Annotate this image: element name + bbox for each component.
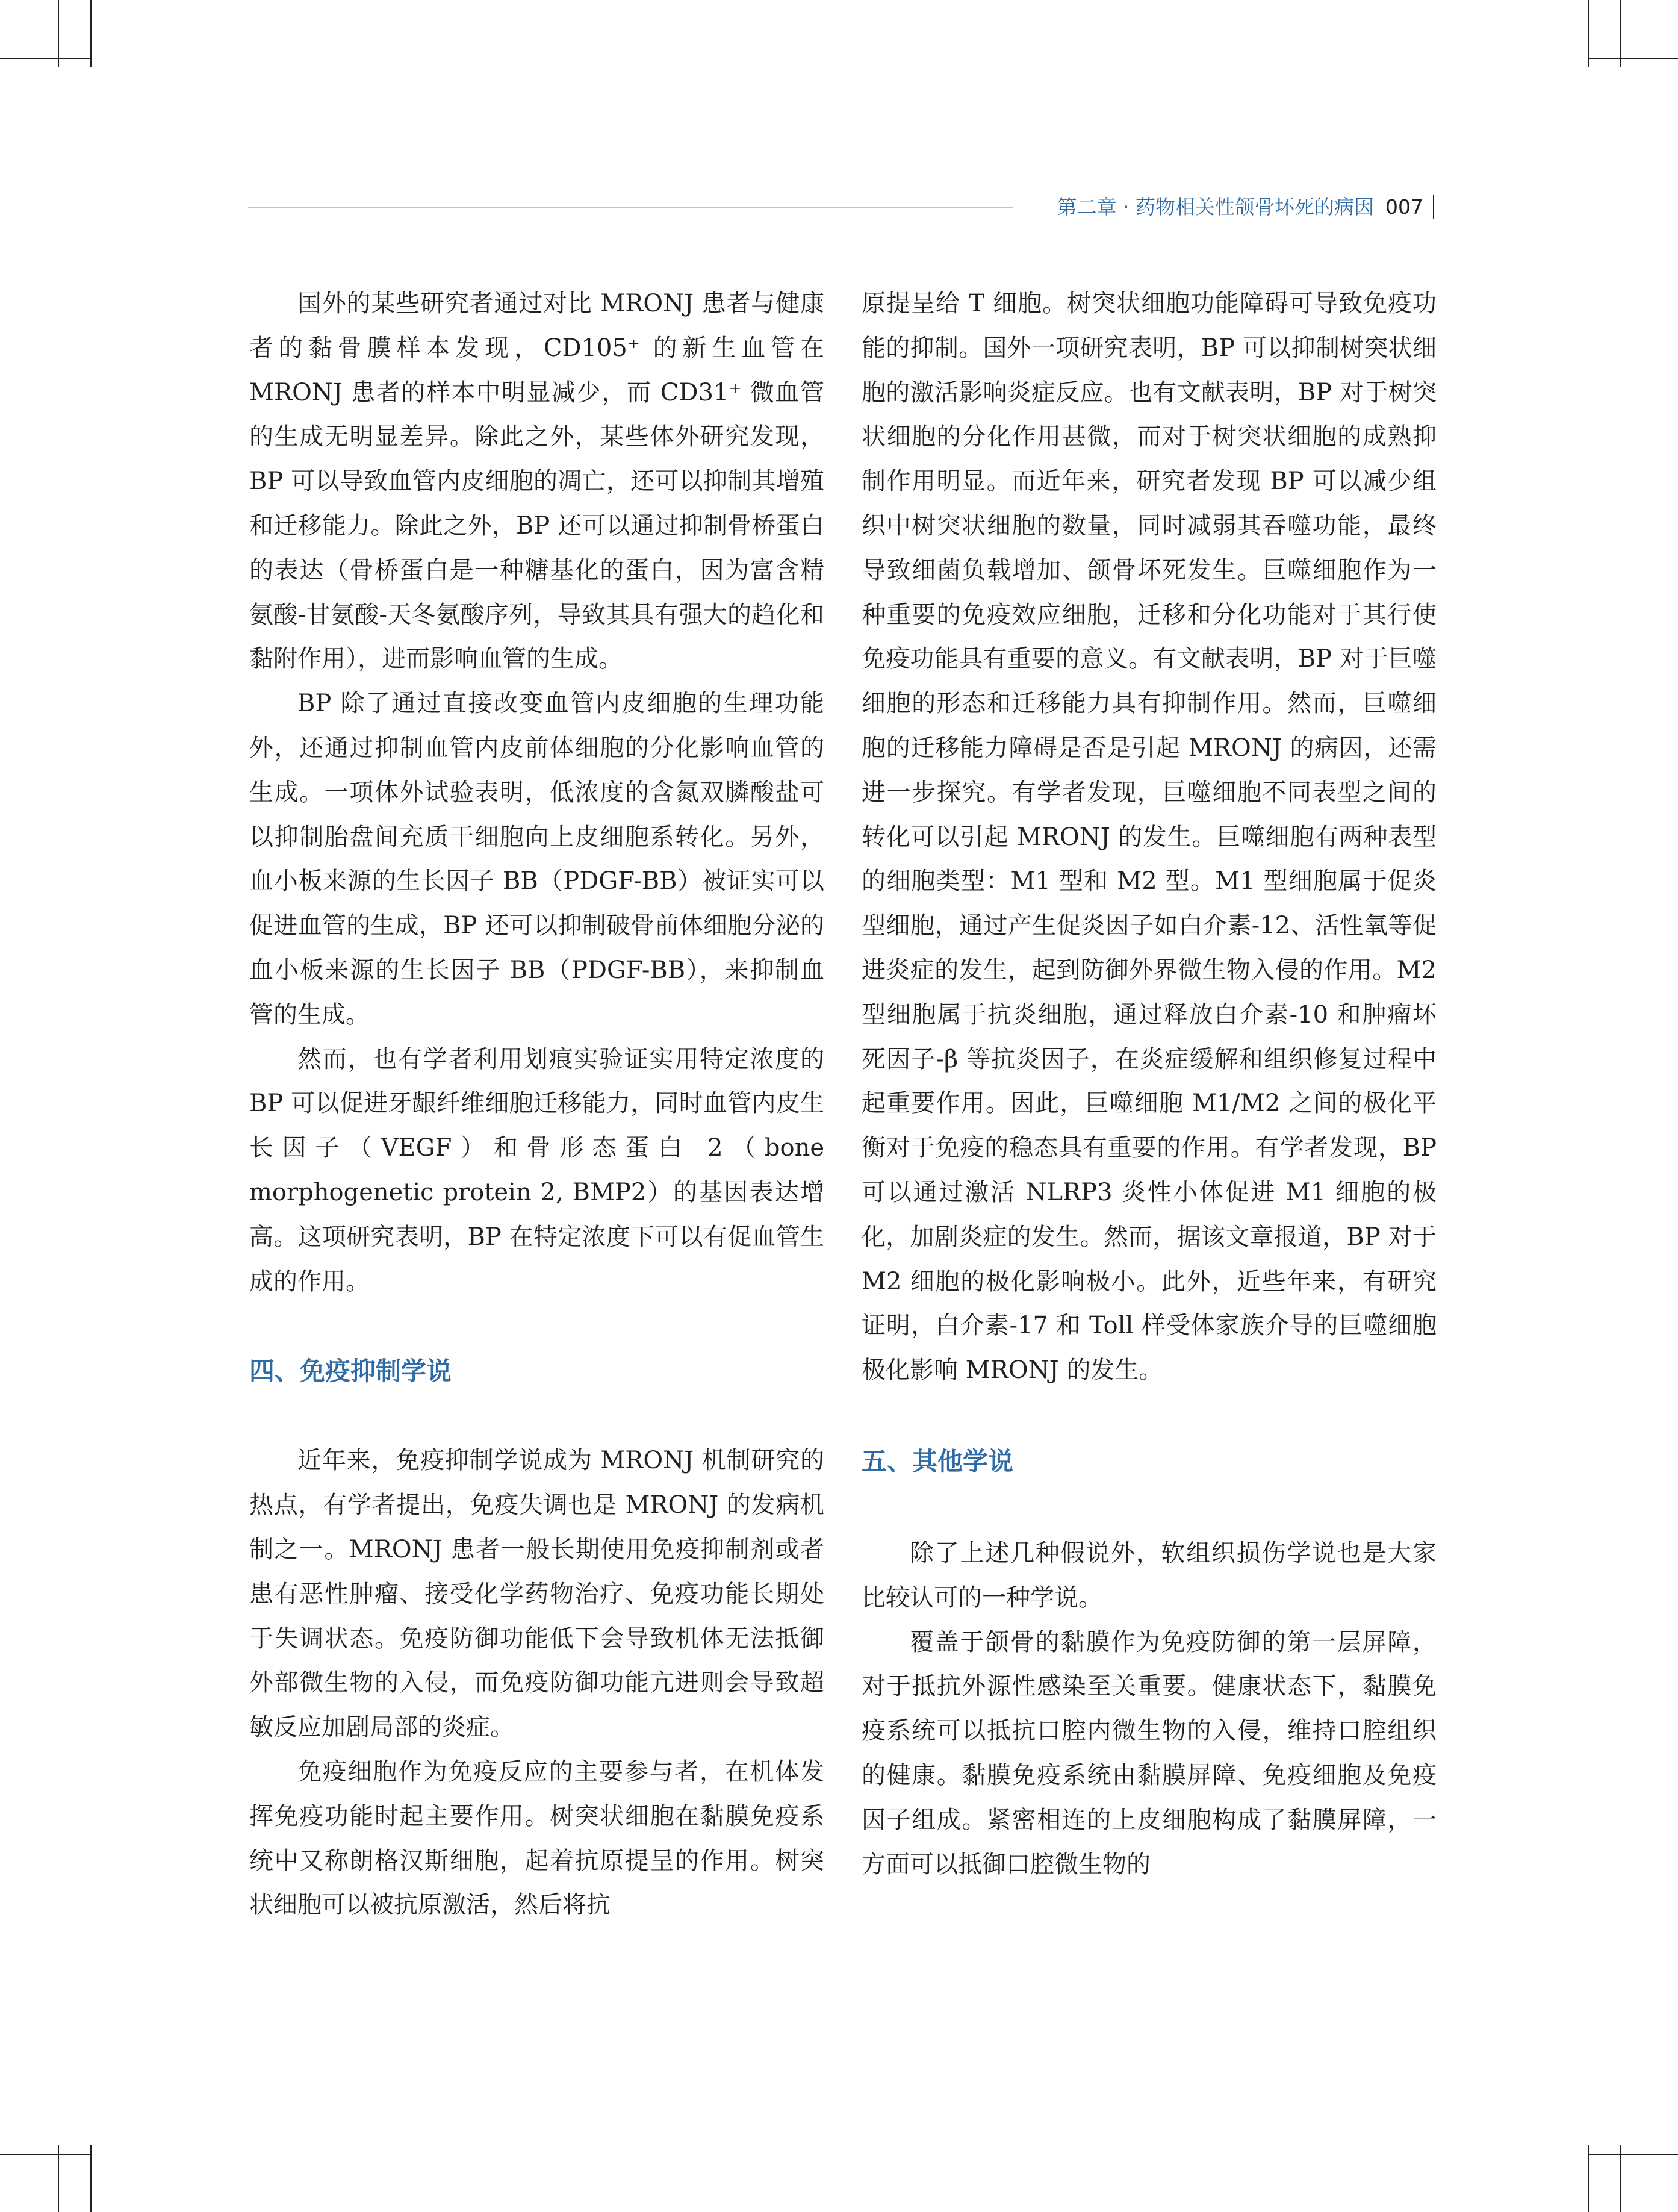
crop-mark [58, 2145, 59, 2212]
left-column [249, 282, 824, 1928]
crop-mark [1588, 2154, 1678, 2155]
paragraph: 免疫细胞作为免疫反应的主要参与者，在机体发挥免疫功能时起主要作用。树突状细胞在黏膜免疫系统中又称朗格汉斯细胞，起着抗原提呈的作用。树突状细胞可以被抗原激活，然后将抗 [249, 1757, 824, 1919]
crop-mark [90, 0, 92, 67]
chapter-title: 第二章 · 药物相关性颌骨坏死的病因 [1057, 195, 1374, 219]
crop-mark [1620, 0, 1621, 67]
running-header [248, 194, 1434, 218]
crop-mark [1588, 2145, 1589, 2212]
page-number: 007 [1385, 195, 1423, 219]
paragraph: 国外的某些研究者通过对比 MRONJ 患者与健康者的黏骨膜样本发现，CD105⁺ 的新生血管在 MRONJ 患者的样本中明显减少，而 CD31⁺ 微血管的生成无明显差异。除此之外，某些体外研究发现，BP 可以导致血管内皮细胞的凋亡，还可以抑制其增殖和迁移能力。除此之外，BP 还可以通过抑制骨桥蛋白的表达（骨桥蛋白是一种糖基化的蛋白，因为富含精氨酸-甘氨酸-天冬氨酸序列，导致其具有强大的趋化和黏附作用），进而影响血管的生成。 [249, 290, 824, 673]
paragraph-continued: 原提呈给 T 细胞。树突状细胞功能障碍可导致免疫功能的抑制。国外一项研究表明，BP 可以抑制树突状细胞的激活影响炎症反应。也有文献表明，BP 对于树突状细胞的分化作用甚微，而对于树突状细胞的成熟抑制作用明显。而近年来，研究者发现 BP 可以减少组织中树突状细胞的数量，同时减弱其吞噬功能，最终导致细菌负载增加、颌骨坏死发生。巨噬细胞作为一种重要的免疫效应细胞，迁移和分化功能对于其行使免疫功能具有重要的意义。有文献表明，BP 对于巨噬细胞的形态和迁移能力具有抑制作用。然而，巨噬细胞的迁移能力障碍是否是引起 MRONJ 的病因，还需进一步探究。有学者发现，巨噬细胞不同表型之间的转化可以引起 MRONJ 的发生。巨噬细胞有两种表型的细胞类型：M1 型和 M2 型。M1 型细胞属于促炎型细胞，通过产生促炎因子如白介素-12、活性氧等促进炎症的发生，起到防御外界微生物入侵的作用。M2 型细胞属于抗炎细胞，通过释放白介素-10 和肿瘤坏死因子-β 等抗炎因子，在炎症缓解和组织修复过程中起重要作用。因此，巨噬细胞 M1/M2 之间的极化平衡对于免疫的稳态具有重要的作用。有学者发现，BP 可以通过激活 NLRP3 炎性小体促进 M1 细胞的极化，加剧炎症的发生。然而，据该文章报道，BP 对于 M2 细胞的极化影响极小。此外，近些年来，有研究证明，白介素-17 和 Toll 样受体家族介导的巨噬细胞极化影响 MRONJ 的发生。 [862, 290, 1437, 1385]
paragraph: BP 除了通过直接改变血管内皮细胞的生理功能外，还通过抑制血管内皮前体细胞的分化影响血管的生成。一项体外试验表明，低浓度的含氮双膦酸盐可以抑制胎盘间充质干细胞向上皮细胞系转化。另外，血小板来源的生长因子 BB（PDGF-BB）被证实可以促进血管的生成，BP 还可以抑制破骨前体细胞分泌的血小板来源的生长因子 BB（PDGF-BB），来抑制血管的生成。 [249, 690, 824, 1029]
paragraph: 然而，也有学者利用划痕实验证实用特定浓度的 BP 可以促进牙龈纤维细胞迁移能力，同时血管内皮生长因子（VEGF）和骨形态蛋白 2（bone morphogenetic protein 2, BMP2）的基因表达增高。这项研究表明，BP 在特定浓度下可以有促血管生成的作用。 [249, 1045, 824, 1295]
paragraph: 除了上述几种假说外，软组织损伤学说也是大家比较认可的一种学说。 [862, 1539, 1437, 1612]
crop-mark [90, 2145, 92, 2212]
crop-mark [58, 0, 59, 67]
section-heading-immunosuppression: 四、免疫抑制学说 [249, 1356, 452, 1386]
header-rule [248, 207, 1013, 208]
paragraph: 近年来，免疫抑制学说成为 MRONJ 机制研究的热点，有学者提出，免疫失调也是 MRONJ 的发病机制之一。MRONJ 患者一般长期使用免疫抑制剂或者患有恶性肿瘤、接受化学药物治疗、免疫功能长期处于失调状态。免疫防御功能低下会导致机体无法抵御外部微生物的入侵，而免疫防御功能亢进则会导致超敏反应加剧局部的炎症。 [249, 1447, 824, 1742]
crop-mark [1620, 2145, 1621, 2212]
paragraph: 覆盖于颌骨的黏膜作为免疫防御的第一层屏障，对于抵抗外源性感染至关重要。健康状态下，黏膜免疫系统可以抵抗口腔内微生物的入侵，维持口腔组织的健康。黏膜免疫系统由黏膜屏障、免疫细胞及免疫因子组成。紧密相连的上皮细胞构成了黏膜屏障，一方面可以抵御口腔微生物的 [862, 1628, 1437, 1878]
crop-mark [0, 2154, 90, 2155]
header-divider [1433, 195, 1434, 219]
section-heading-other-theories: 五、其他学说 [862, 1446, 1014, 1476]
crop-mark [1588, 58, 1678, 59]
right-column [862, 282, 1437, 1887]
crop-mark [0, 58, 90, 59]
crop-mark [1588, 0, 1589, 67]
